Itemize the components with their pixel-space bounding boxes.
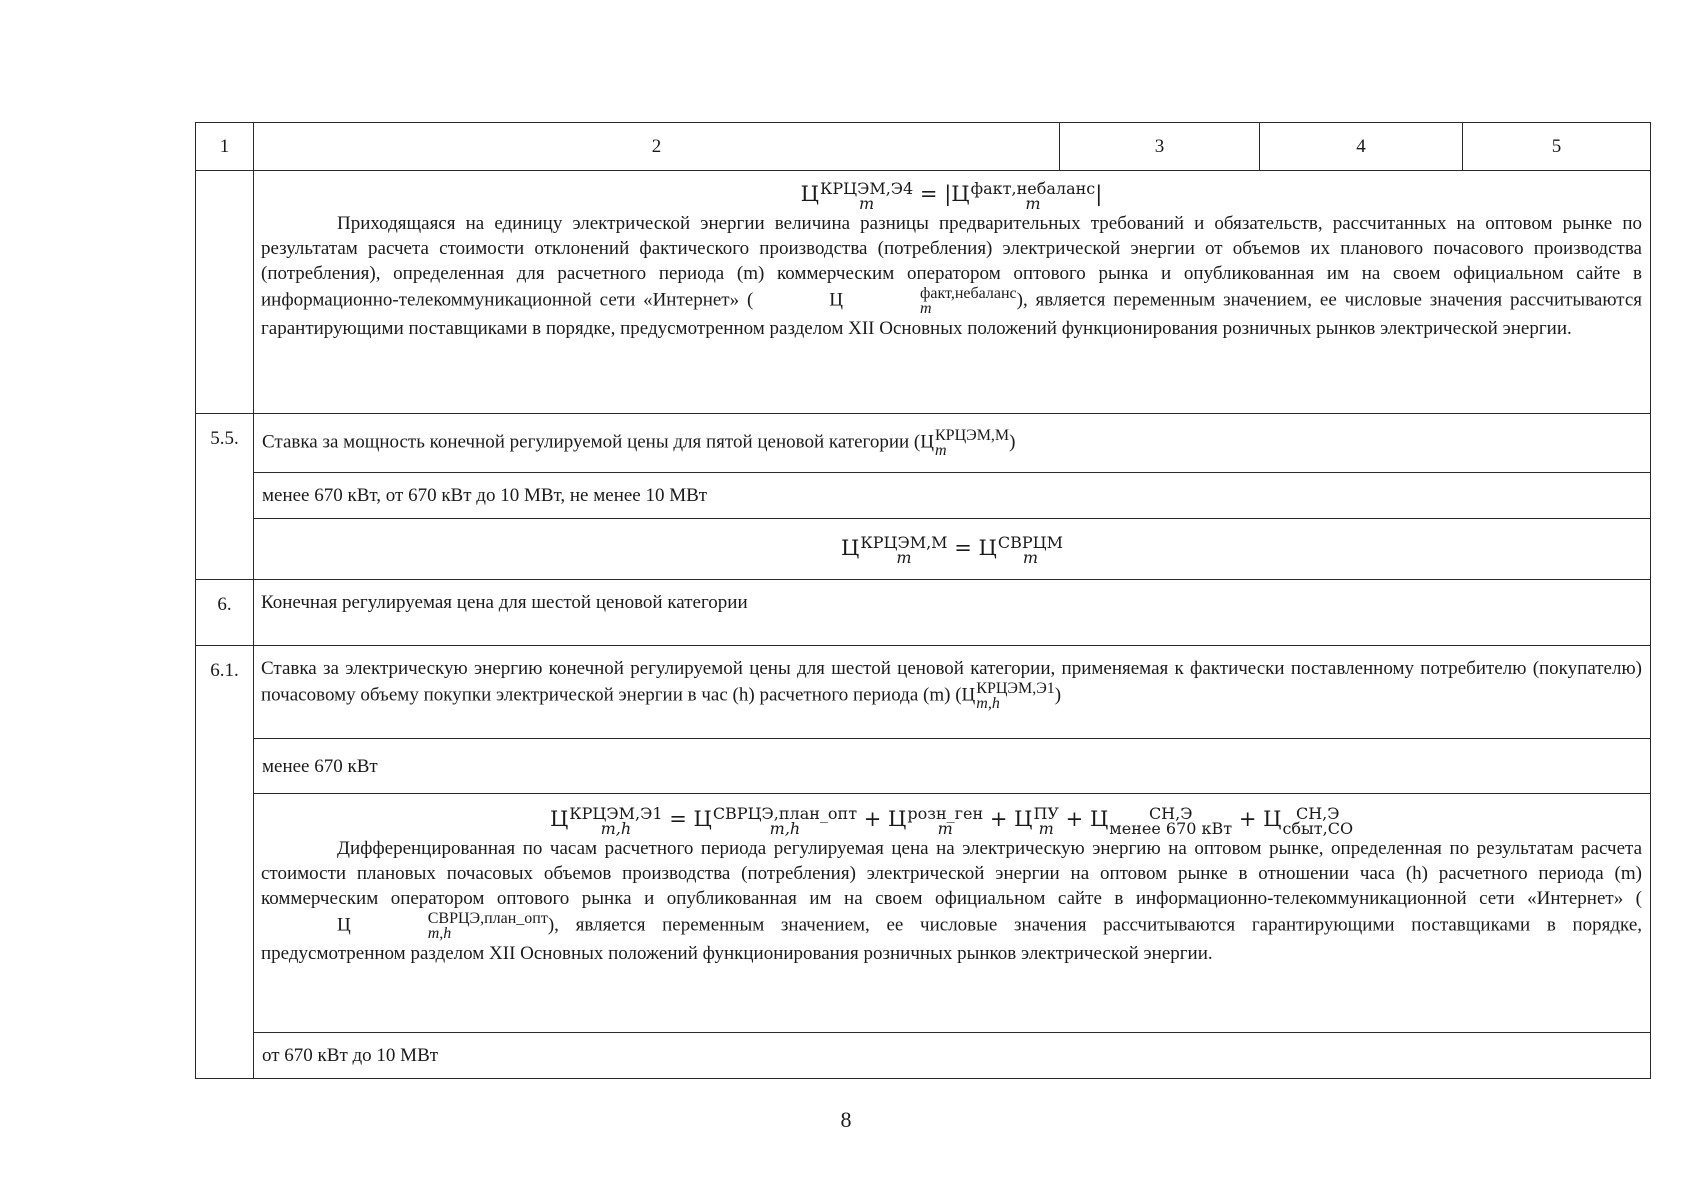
row-6-1-formula [196, 794, 1651, 1033]
row-6 [196, 580, 1651, 646]
row-6-1-formula-cell [254, 794, 1651, 1033]
row-6-1-range-2 [196, 1033, 1651, 1079]
row-5-5-formula [196, 519, 1651, 580]
tariff-table [195, 122, 1651, 1079]
row-6-num: 6. [196, 580, 254, 646]
header-row [196, 123, 1651, 171]
header-col-1: 1 [196, 123, 254, 171]
row-5-5-formula-cell [254, 519, 1651, 580]
row-6-1-range-1 [196, 739, 1651, 794]
formula-e4: Ц КРЦЭМ,Э4 m = |Ц факт,небаланс m | [800, 178, 1103, 213]
header-col-3: 3 [1060, 123, 1260, 171]
row-6-1 [196, 646, 1651, 739]
header-col-4: 4 [1260, 123, 1463, 171]
row-6-1-title: Ставка за электрическую энергию конечной регулируемой цены для шестой ценовой категории, применяемая к фактически поставленному потребителю (покупателю) почасовому объему покупки электрической энергии в час (h) расчетного периода (m) (Ц КРЦЭМ,Э1 m,h ) [254, 646, 1651, 739]
row-e4-block [196, 171, 1651, 414]
inline-symbol: Ц СВРЦЭ,план_опт m,h [337, 909, 548, 942]
page-number: 8 [840, 1107, 852, 1132]
formula-5-5: Ц КРЦЭМ,М m = Ц СВРЦМ m [841, 532, 1063, 567]
row-5-5-range-text: менее 670 кВт, от 670 кВт до 10 МВт, не менее 10 МВт [254, 473, 1651, 519]
row-e4-num-cell [196, 171, 254, 414]
row-5-5-num: 5.5. [196, 414, 254, 580]
row-6-1-range-1-text: менее 670 кВт [254, 739, 1651, 794]
paragraph-e4-description: Приходящаяся на единицу электрической энергии величина разницы предварительных требований и обязательств, рассчитанных на оптовом рынке по результатам расчета стоимости отклонений фактического производства (потребления) электрической энергии от объемов их планового почасового производства (потребления), определенная для расчетного периода (m) коммерческим оператором оптового рынка и опубликованная им на своем официальном сайте в информационно-телекоммуникационной сети «Интернет» ( Ц факт,небаланс m ), является переменным значением, ее числовые значения рассчитываются гарантирующими поставщиками в порядке, предусмотренном разделом XII Основных положений функционирования розничных рынков электрической энергии. [261, 212, 1642, 339]
row-5-5-title: Ставка за мощность конечной регулируемой цены для пятой ценовой категории (Ц КРЦЭМ,М m ) [254, 414, 1651, 473]
paragraph-6-1-description: Дифференцированная по часам расчетного периода регулируемая цена на электрическую энергию на оптовом рынке, определенная по результатам расчета стоимости плановых почасовых объемов производства (потребления) электрической энергии на оптовом рынке в отношении часа (h) расчетного периода (m) коммерческим оператором оптового рынка и опубликованная им на своем официальном сайте в информационно-телекоммуникационной сети «Интернет» (Ц СВРЦЭ,план_опт m,h ), является переменным значением, ее числовые значения рассчитываются гарантирующими поставщиками в порядке, предусмотренном разделом XII Основных положений функционирования розничных рынков электрической энергии. [261, 837, 1642, 964]
header-col-2: 2 [254, 123, 1060, 171]
row-5-5-range [196, 473, 1651, 519]
inline-symbol: Ц факт,небаланс m [829, 284, 1017, 317]
row-e4-content [254, 171, 1651, 414]
formula-6-1: Ц КРЦЭМ,Э1 m,h = Ц СВРЦЭ,план_опт m,h + Ц розн_ген m + Ц ПУ m + Ц СН,Э менее 670 кВт + Ц СН,Э сбыт,СО [549, 803, 1354, 838]
row-5-5 [196, 414, 1651, 473]
row-6-1-range-2-text: от 670 кВт до 10 МВт [254, 1033, 1651, 1079]
header-col-5: 5 [1463, 123, 1651, 171]
row-6-text: Конечная регулируемая цена для шестой ценовой категории [254, 580, 1651, 646]
row-6-1-num: 6.1. [196, 646, 254, 1079]
